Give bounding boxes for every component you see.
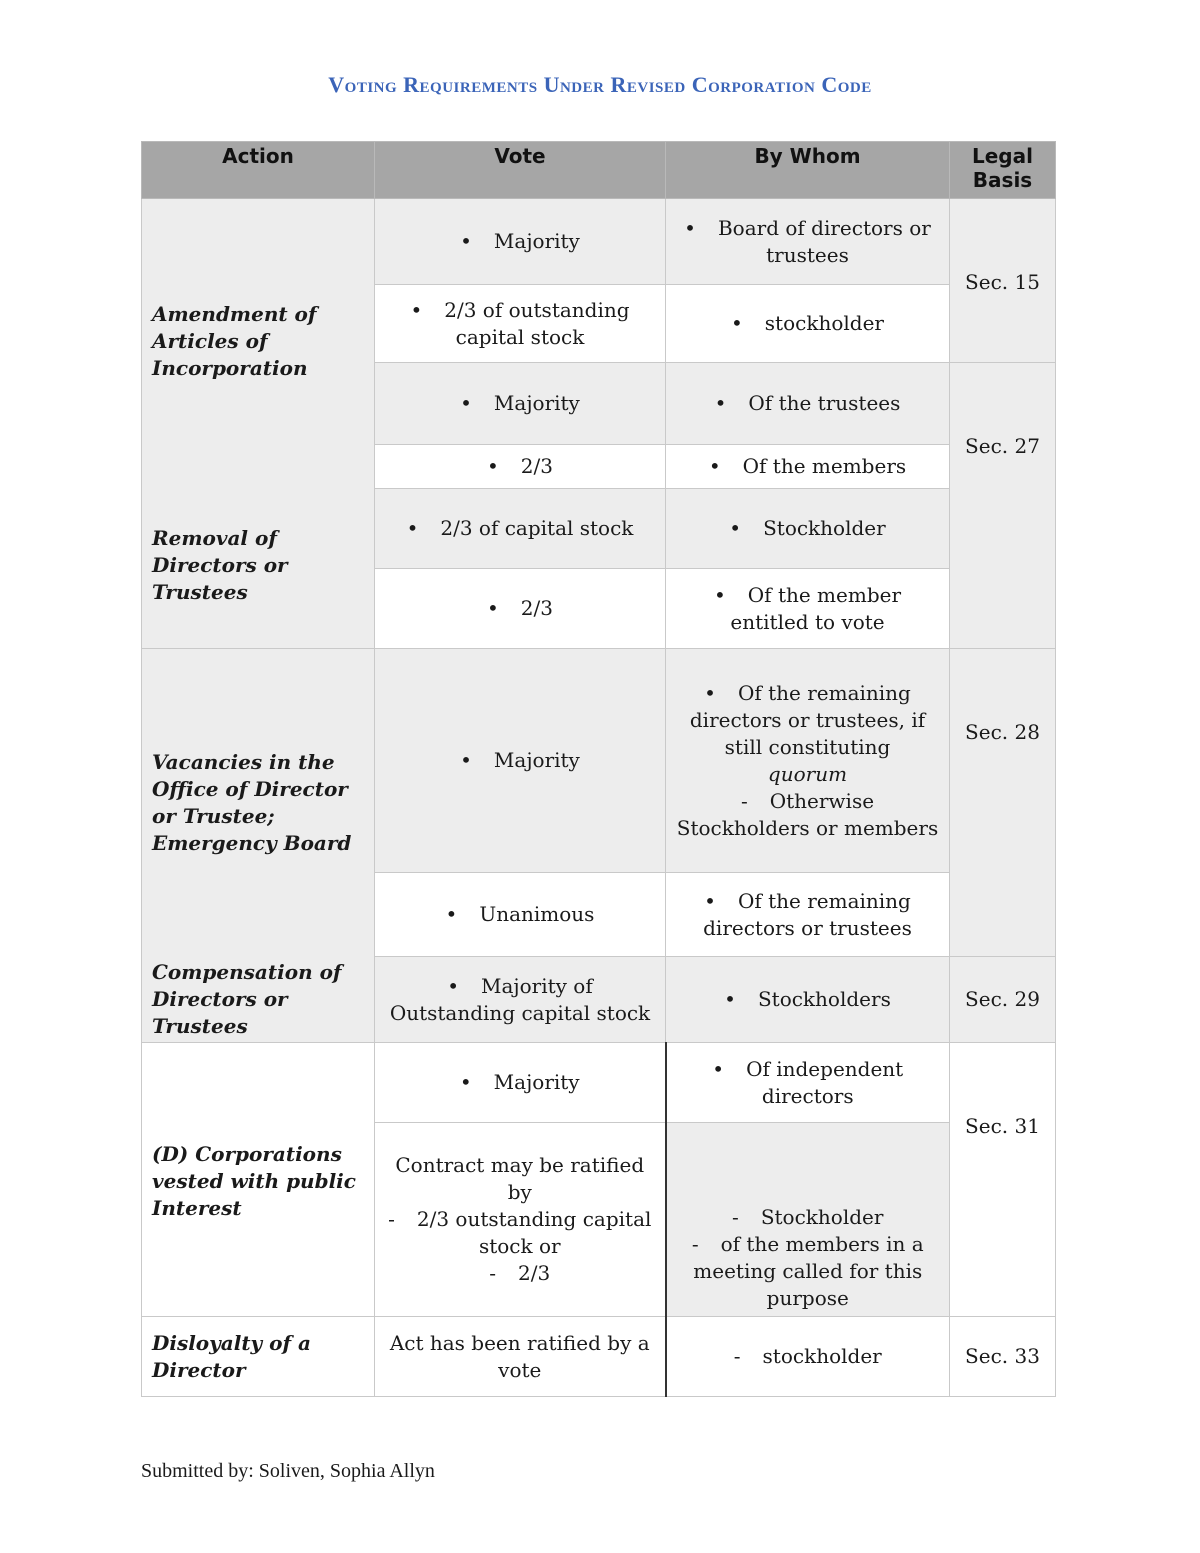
- footer-submitted-by: Submitted by: Soliven, Sophia Allyn: [141, 1460, 435, 1482]
- vote-cell: [375, 649, 666, 873]
- by-whom-cell: [666, 873, 950, 957]
- vote-cell: [375, 957, 666, 1043]
- action-compensation: Compensation of Directors or Trustees: [152, 960, 342, 1038]
- vote-text: • Majority: [460, 228, 580, 255]
- vote-cell: Act has been ratified by a vote: [375, 1317, 666, 1397]
- vote-text: • Unanimous: [446, 901, 595, 928]
- by-whom-cell: [666, 363, 950, 445]
- vote-cell: [375, 873, 666, 957]
- table-row: [142, 1317, 1056, 1397]
- vote-dash: - 2/3 outstanding capital stock or: [383, 1206, 657, 1260]
- vote-cell: [375, 569, 666, 649]
- by-whom-italic: quorum: [767, 761, 848, 786]
- vote-cell: [375, 1123, 666, 1317]
- table-header-row: [142, 142, 1056, 199]
- by-whom-dash: - stockholder: [675, 1343, 942, 1370]
- by-whom-cell: [666, 199, 950, 285]
- legal-basis-cell: Sec. 27: [950, 363, 1056, 649]
- by-whom-cell: [666, 569, 950, 649]
- vote-cell: [375, 363, 666, 445]
- by-whom-cell: [666, 285, 950, 363]
- by-whom-text: • Stockholder: [729, 515, 885, 542]
- vote-text: • Majority of Outstanding capital stock: [383, 973, 657, 1027]
- legal-basis-cell: Sec. 33: [950, 1317, 1056, 1397]
- by-whom-cell: [666, 1317, 950, 1397]
- by-whom-cell: [666, 649, 950, 873]
- action-removal: Removal of Directors or Trustees: [152, 526, 288, 604]
- vote-text: • Majority: [460, 747, 580, 774]
- by-whom-text: • Of independent directors: [675, 1056, 942, 1110]
- by-whom-dash: - of the members in a meeting called for this purpose: [675, 1231, 942, 1312]
- by-whom-text: • Board of directors or trustees: [674, 215, 941, 269]
- action-vacancies: Vacancies in the Office of Director or Trustee; Emergency Board: [152, 750, 352, 855]
- vote-text: • Majority: [460, 390, 580, 417]
- vote-text: • 2/3: [487, 595, 553, 622]
- table-row: [142, 649, 1056, 873]
- vote-text: • 2/3 of outstanding capital stock: [383, 297, 657, 351]
- by-whom-text: • Of the remaining directors or trustees: [674, 888, 941, 942]
- header-by-whom: By Whom: [666, 142, 950, 199]
- by-whom-cell: [666, 957, 950, 1043]
- action-corporations: (D) Corporations vested with public Interest: [152, 1142, 356, 1220]
- by-whom-text: • Of the remaining directors or trustees, if still constituting: [674, 680, 941, 761]
- table-row: [142, 199, 1056, 285]
- vote-text: Contract may be ratified by: [395, 1153, 645, 1204]
- by-whom-text: • Of the member entitled to vote: [674, 582, 941, 636]
- by-whom-text: • Stockholders: [724, 986, 891, 1013]
- header-legal-basis: Legal Basis: [950, 142, 1056, 199]
- by-whom-text: • Of the trustees: [715, 390, 901, 417]
- action-group-amendment-removal: [142, 199, 375, 649]
- vote-cell: [375, 489, 666, 569]
- by-whom-dash: - Otherwise Stockholders or members: [674, 788, 941, 842]
- vote-cell: [375, 1043, 666, 1123]
- vote-dash: - 2/3: [383, 1260, 657, 1287]
- action-cell: [142, 1043, 375, 1317]
- header-vote: Vote: [375, 142, 666, 199]
- legal-basis-cell: Sec. 31: [950, 1043, 1056, 1317]
- by-whom-cell: [666, 489, 950, 569]
- voting-requirements-table: [141, 141, 1056, 1397]
- action-amendment: Amendment of Articles of Incorporation: [152, 302, 317, 380]
- by-whom-text: • Of the members: [709, 453, 906, 480]
- by-whom-dash: - Stockholder: [675, 1204, 942, 1231]
- table-row: [142, 1043, 1056, 1123]
- by-whom-cell: [666, 1123, 950, 1317]
- by-whom-text: • stockholder: [731, 310, 884, 337]
- legal-basis-cell: Sec. 15: [950, 199, 1056, 363]
- action-group-vacancies-compensation: [142, 649, 375, 1043]
- page-title: Voting Requirements Under Revised Corporation Code: [328, 72, 872, 97]
- vote-text: • 2/3: [487, 453, 553, 480]
- by-whom-cell: [666, 445, 950, 489]
- vote-cell: [375, 199, 666, 285]
- vote-cell: [375, 445, 666, 489]
- action-disloyalty: Disloyalty of a Director: [142, 1317, 375, 1397]
- legal-basis-cell: Sec. 29: [950, 957, 1056, 1043]
- by-whom-cell: [666, 1043, 950, 1123]
- legal-basis-cell: Sec. 28: [950, 649, 1056, 957]
- vote-cell: [375, 285, 666, 363]
- header-action: Action: [142, 142, 375, 199]
- vote-text: • 2/3 of capital stock: [407, 515, 634, 542]
- vote-text: • Majority: [460, 1069, 580, 1096]
